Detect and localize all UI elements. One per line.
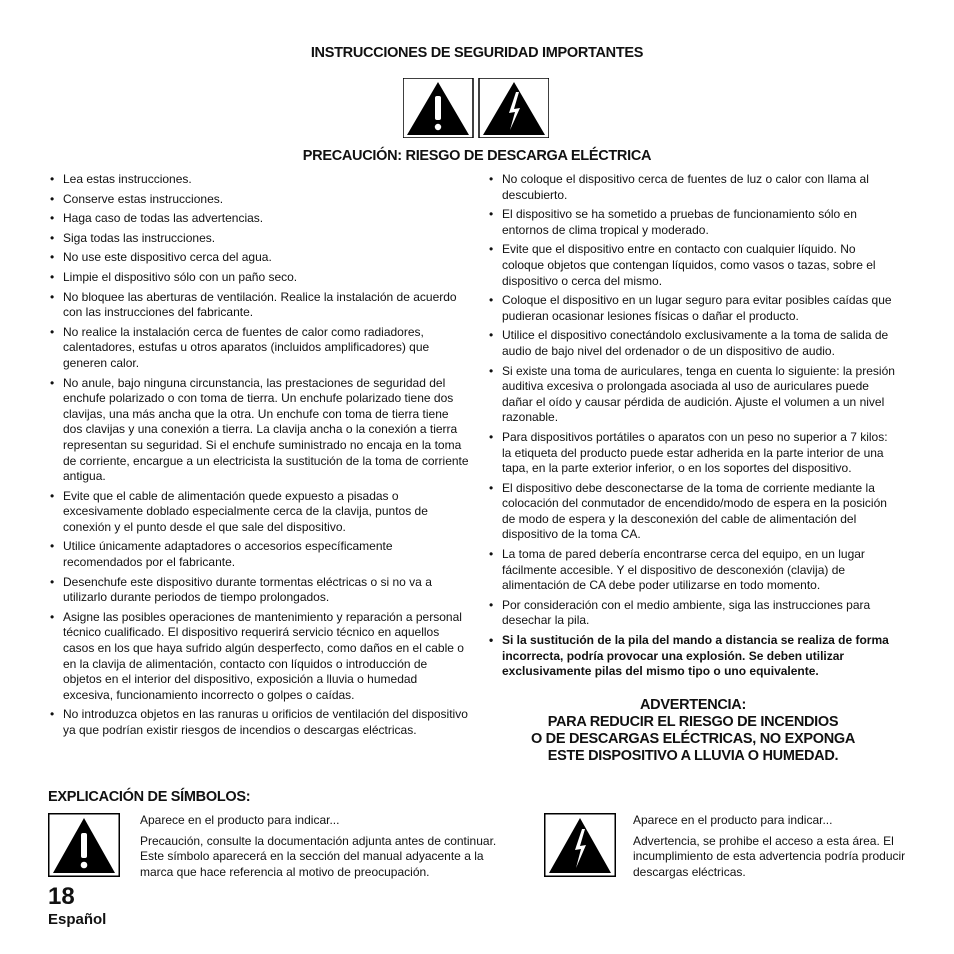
list-item: • No anule, bajo ninguna circunstancia, las prestaciones de seguridad del enchufe polarizado o con toma de tierra. Un enchufe polarizado tiene dos clavijas, una más ancha que la otra. Un enchufe con toma de tierra tiene dos clavijas y una conexión a tierra. La clavija ancha o la conexión a tierra representan su seguridad. Si el enchufe suministrado no encaja en la toma de corriente, encargue a un electricista la sustitución de la toma de corriente antigua. <box>49 376 469 485</box>
lightning-warning-icon <box>479 78 549 138</box>
list-item: • Evite que el cable de alimentación quede expuesto a pisadas o excesivamente doblado especialmente cerca de la clavija, puntos de conexión y el punto desde el que sale del dispositivo. <box>49 489 469 536</box>
list-item: • Lea estas instrucciones. <box>49 172 469 188</box>
symbol-intro: Aparece en el producto para indicar... <box>140 813 340 827</box>
symbols-title: EXPLICACIÓN DE SÍMBOLOS: <box>48 789 251 805</box>
list-item: • Coloque el dispositivo en un lugar seguro para evitar posibles caídas que pudieran ocasionar lesiones físicas o dañar el producto. <box>488 293 898 324</box>
list-item: • No bloquee las aberturas de ventilación. Realice la instalación de acuerdo con las instrucciones del fabricante. <box>49 290 469 321</box>
list-item: • No realice la instalación cerca de fuentes de calor como radiadores, calentadores, estufas u otros aparatos (incluidos amplificadores) que generen calor. <box>49 325 469 372</box>
list-item: • Por consideración con el medio ambiente, siga las instrucciones para desechar la pila. <box>488 598 898 629</box>
list-item: • No coloque el dispositivo cerca de fuentes de luz o calor con llama al descubierto. <box>488 172 898 203</box>
list-item: • Haga caso de todas las advertencias. <box>49 211 469 227</box>
exclamation-warning-icon <box>48 813 120 877</box>
left-instruction-list <box>49 172 469 743</box>
warning-line: O DE DESCARGAS ELÉCTRICAS, NO EXPONGA <box>530 731 856 747</box>
list-item: • No introduzca objetos en las ranuras u orificios de ventilación del dispositivo ya que podrían existir riesgos de incendios o descargas eléctricas. <box>49 707 469 738</box>
list-item: • Desenchufe este dispositivo durante tormentas eléctricas o si no va a utilizarlo durante periodos de tiempo prolongados. <box>49 575 469 606</box>
list-item: • Utilice el dispositivo conectándolo exclusivamente a la toma de salida de audio de bajo nivel del ordenador o de un dispositivo de audio. <box>488 328 898 359</box>
battery-warning-item: • Si la sustitución de la pila del mando a distancia se realiza de forma incorrecta, podría provocar una explosión. Se deben utilizar exclusivamente pilas del mismo tipo o uno equivalente. <box>488 633 898 680</box>
list-item: • Evite que el dispositivo entre en contacto con cualquier líquido. No coloque objetos que contengan líquidos, como vasos o tazas, sobre el dispositivo o cerca del mismo. <box>488 242 898 289</box>
page-language: Español <box>48 911 107 928</box>
fire-warning-block <box>488 697 898 765</box>
lightning-symbol-explanation <box>633 813 913 885</box>
list-item: • Asigne las posibles operaciones de mantenimiento y reparación a personal técnico cualificado. El dispositivo requerirá servicio técnico en aquellos casos en los que haya sufrido algún desperfecto, como daños en el cable o en la clavija de alimentación, contacto con líquidos o introducción de objetos en el interior del dispositivo, exposición a lluvia o humedad excesiva, funcionamiento incorrecto o golpes o caídas. <box>49 610 469 704</box>
list-item: • Siga todas las instrucciones. <box>49 231 469 247</box>
lightning-warning-icon <box>544 813 616 877</box>
symbol-intro: Aparece en el producto para indicar... <box>633 813 833 827</box>
caution-title: PRECAUCIÓN: RIESGO DE DESCARGA ELÉCTRICA <box>302 148 652 164</box>
list-item: • No use este dispositivo cerca del agua. <box>49 250 469 266</box>
list-item: • Si existe una toma de auriculares, tenga en cuenta lo siguiente: la presión auditiva excesiva o prolongada asociada al uso de auriculares puede dañar el oído y causar pérdida de audición. Ajuste el volumen a un nivel razonable. <box>488 364 898 426</box>
page-title: INSTRUCCIONES DE SEGURIDAD IMPORTANTES <box>310 45 644 61</box>
symbol-description: Precaución, consulte la documentación adjunta antes de continuar. Este símbolo aparecerá en la sección del manual adyacente a la marca que hace referencia al motivo de preocupación. <box>140 833 497 879</box>
list-item: • Limpie el dispositivo sólo con un paño seco. <box>49 270 469 286</box>
warning-heading: ADVERTENCIA: <box>640 697 746 713</box>
exclamation-symbol-explanation <box>140 813 520 885</box>
list-item: • Conserve estas instrucciones. <box>49 192 469 208</box>
warning-line: PARA REDUCIR EL RIESGO DE INCENDIOS <box>547 714 839 730</box>
list-item: • El dispositivo se ha sometido a pruebas de funcionamiento sólo en entornos de clima tropical y moderado. <box>488 207 898 238</box>
list-item: • Para dispositivos portátiles o aparatos con un peso no superior a 7 kilos: la etiqueta del producto puede estar adherida en la parte interior de una tapa, en la parte exterior inferior, o en los soportes del dispositivo. <box>488 430 898 477</box>
list-item: • El dispositivo debe desconectarse de la toma de corriente mediante la colocación del conmutador de encendido/modo de espera en la posición de modo de espera y la desconexión del cable de alimentación del dispositivo de la toma CA. <box>488 481 898 543</box>
list-item: • La toma de pared debería encontrarse cerca del equipo, en un lugar fácilmente accesible. Y el dispositivo de desconexión (clavija) de alimentación de CA debe poder utilizarse en todo momento. <box>488 547 898 594</box>
warning-line: ESTE DISPOSITIVO A LLUVIA O HUMEDAD. <box>547 748 839 764</box>
warning-icons <box>403 78 549 138</box>
exclamation-warning-icon <box>403 78 473 138</box>
list-item: • Utilice únicamente adaptadores o accesorios específicamente recomendados por el fabricante. <box>49 539 469 570</box>
page-number: 18 <box>48 883 75 910</box>
symbol-description: Advertencia, se prohibe el acceso a esta área. El incumplimiento de esta advertencia podría producir descargas eléctricas. <box>633 833 906 879</box>
right-instruction-list <box>488 172 898 684</box>
